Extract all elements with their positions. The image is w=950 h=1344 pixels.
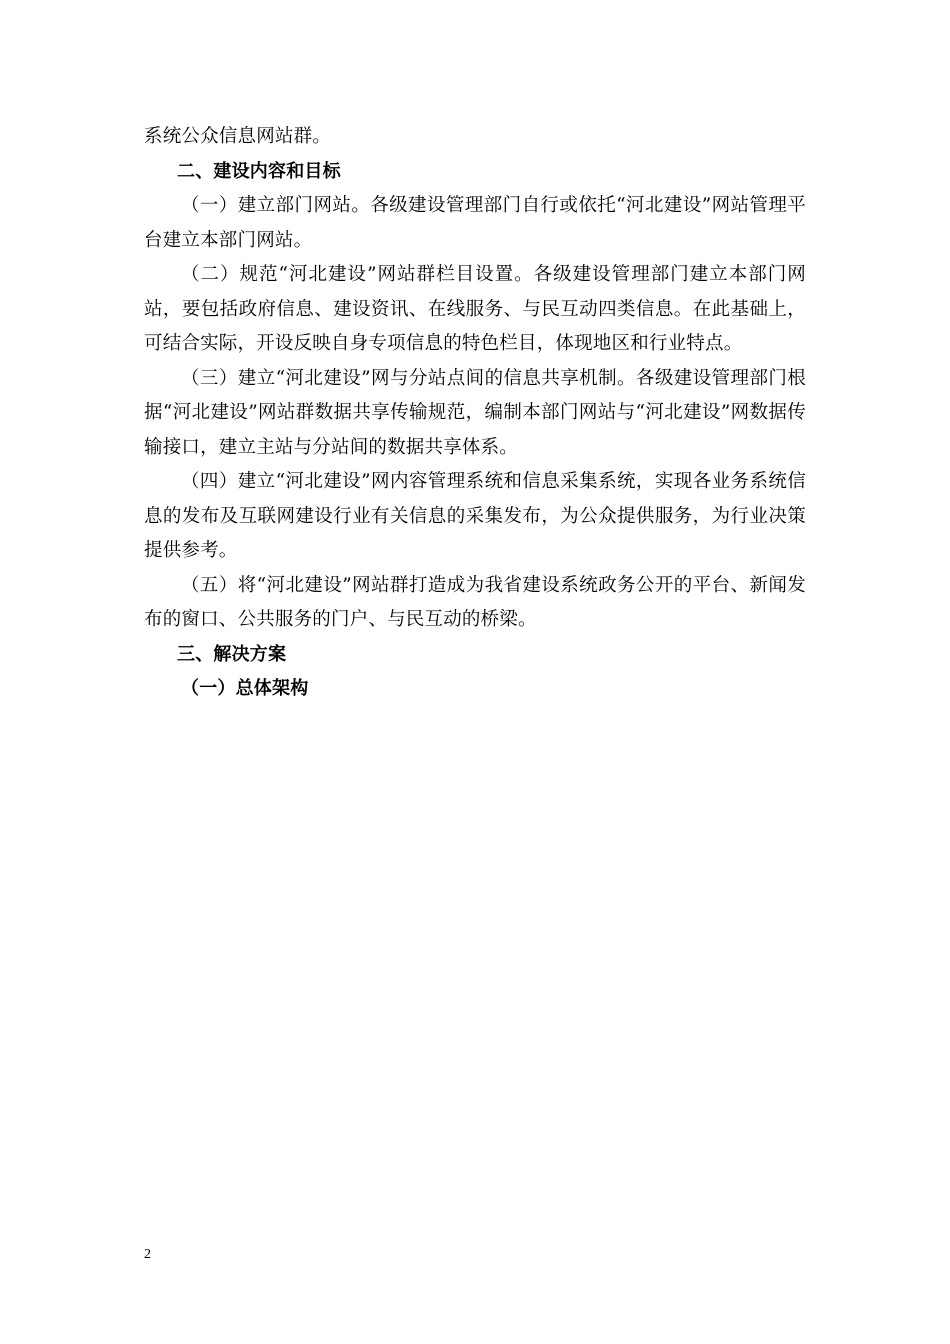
page-number: 2 (144, 1247, 151, 1262)
page-content (144, 120, 806, 707)
item-three-paragraph: （三）建立“河北建设”网与分站点间的信息共享机制。各级建设管理部门根据“河北建设”网站群数据共享传输规范，编制本部门网站与“河北建设”网数据传输接口，建立主站与分站间的数据共享体系。 (144, 367, 806, 458)
item-two-paragraph: （二）规范“河北建设”网站群栏目设置。各级建设管理部门建立本部门网站，要包括政府信息、建设资讯、在线服务、与民互动四类信息。在此基础上，可结合实际，开设反映自身专项信息的特色栏目，体现地区和行业特点。 (144, 264, 806, 354)
item-four-paragraph: （四）建立“河北建设”网内容管理系统和信息采集系统，实现各业务系统信息的发布及互联网建设行业有关信息的采集发布，为公众提供服务，为行业决策提供参考。 (144, 471, 806, 561)
section-three-heading: 三、解决方案 (177, 643, 287, 665)
opening-line: 系统公众信息网站群。 (144, 126, 332, 147)
item-five-paragraph: （五）将“河北建设”网站群打造成为我省建设系统政务公开的平台、新闻发布的窗口、公共服务的门户、与民互动的桥梁。 (144, 574, 806, 630)
subsection-heading: （一）总体架构 (181, 678, 309, 699)
item-one-paragraph: （一）建立部门网站。各级建设管理部门自行或依托“河北建设”网站管理平台建立本部门网站。 (144, 195, 806, 251)
section-two-heading: 二、建设内容和目标 (177, 160, 341, 182)
